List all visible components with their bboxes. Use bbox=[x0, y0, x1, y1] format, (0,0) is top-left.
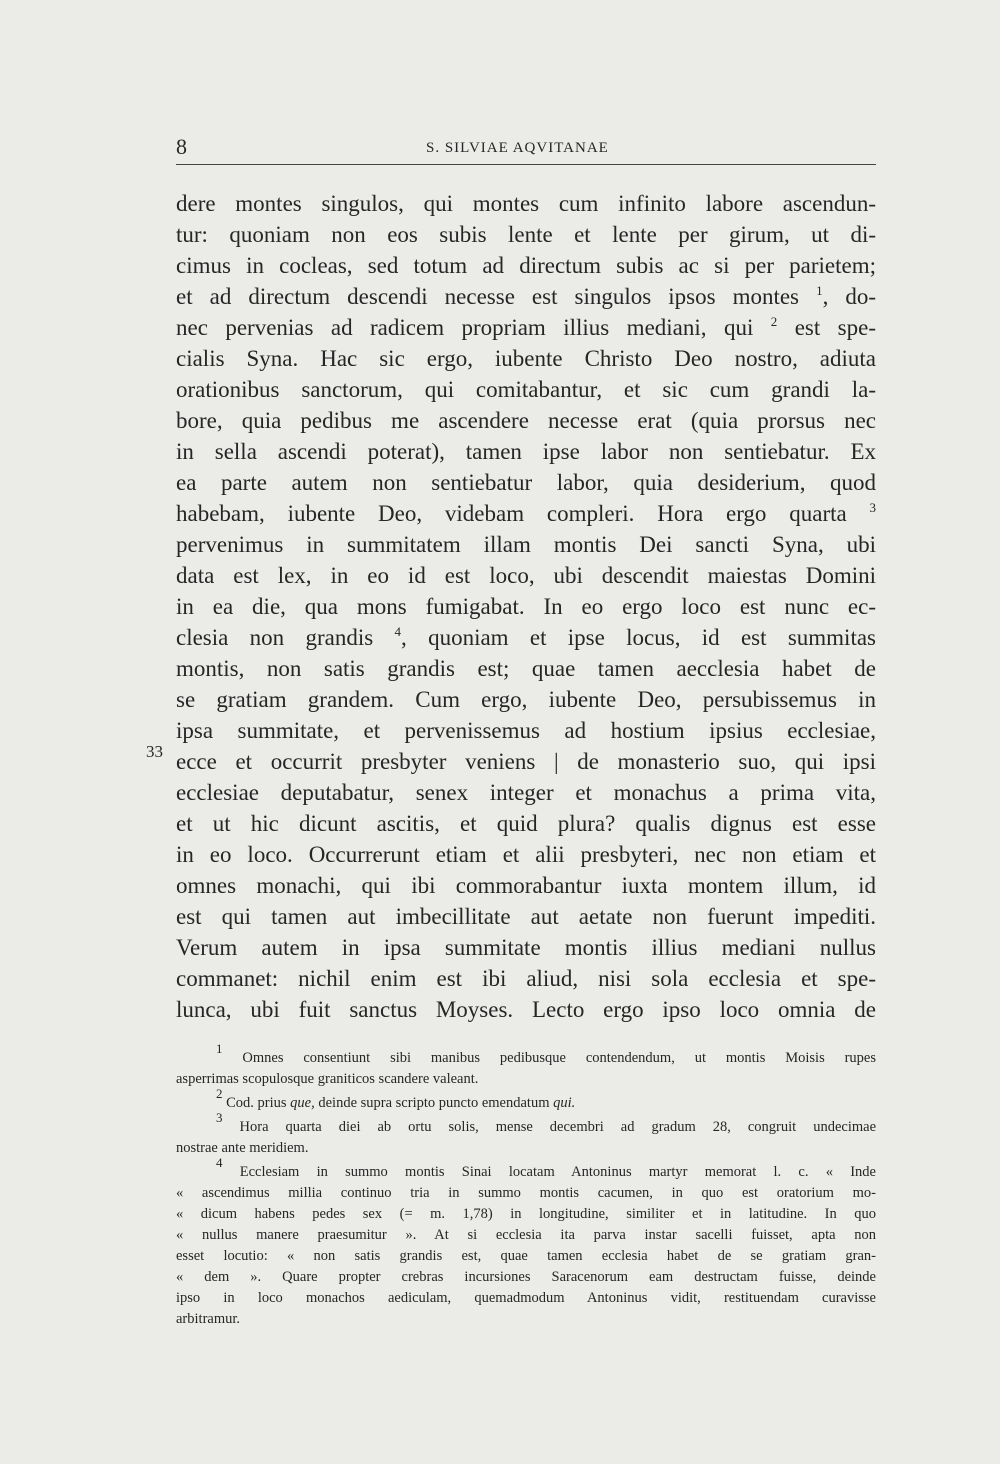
running-title: S. SILVIAE AQVITANAE bbox=[426, 140, 609, 156]
text-line: ipsa summitate, et pervenissemus ad hostium ipsius ecclesiae, bbox=[176, 718, 876, 743]
footnote-line: « dem ». Quare propter crebras incursiones Saracenorum eam destructam fuisse, deinde bbox=[176, 1269, 876, 1285]
footnote-ref: 4 bbox=[394, 624, 402, 639]
text-line: cimus in cocleas, sed totum ad directum subis ac si per parietem; bbox=[176, 253, 876, 278]
text-line: ecclesiae deputabatur, senex integer et monachus a prima vita, bbox=[176, 780, 876, 805]
text-line: ea parte autem non sentiebatur labor, quia desiderium, quod bbox=[176, 470, 876, 495]
text-line: est qui tamen aut imbecillitate aut aetate non fuerunt impediti. bbox=[176, 904, 876, 929]
text-line: omnes monachi, qui ibi commorabantur iuxta montem illum, id bbox=[176, 873, 876, 898]
text-line: in ea die, qua mons fumigabat. In eo ergo loco est nunc ec- bbox=[176, 594, 876, 619]
margin-page-reference: 33 bbox=[146, 742, 163, 761]
text-line bbox=[176, 312, 876, 343]
footnote-2 bbox=[176, 1086, 876, 1114]
text-line: bore, quia pedibus me ascendere necesse erat (quia prorsus nec bbox=[176, 408, 876, 433]
footnote-ref: 3 bbox=[869, 500, 876, 515]
text-segment: , do- bbox=[822, 284, 877, 309]
footnote-4 bbox=[176, 1155, 876, 1183]
text-line: in eo loco. Occurrerunt etiam et alii presbyteri, nec non etiam et bbox=[176, 842, 876, 867]
text-line: in sella ascendi poterat), tamen ipse labor non sentiebatur. Ex bbox=[176, 439, 876, 464]
main-text bbox=[176, 188, 876, 1025]
footnotes bbox=[176, 1041, 877, 1330]
text-segment: , quoniam et ipse locus, id est summitas bbox=[401, 625, 876, 650]
footnote-italic: que, bbox=[290, 1095, 315, 1111]
footnote-italic: qui. bbox=[553, 1095, 576, 1111]
text-line bbox=[176, 622, 876, 653]
footnote-mark: 4 bbox=[216, 1155, 223, 1170]
text-line: et ut hic dicunt ascitis, et quid plura? qualis dignus est esse bbox=[176, 811, 876, 836]
footnote-line: « ascendimus millia continuo tria in summo montis cacumen, in quo est oratorium mo- bbox=[176, 1185, 876, 1201]
text-segment: clesia non grandis bbox=[176, 625, 374, 650]
text-line: ecce et occurrit presbyter veniens | de monasterio suo, qui ipsi bbox=[176, 749, 876, 774]
text-line: se gratiam grandem. Cum ergo, iubente Deo, persubissemus in bbox=[176, 687, 876, 712]
text-segment: et ad directum descendi necesse est singulos ipsos montes bbox=[176, 284, 800, 309]
footnote-line: nostrae ante meridiem. bbox=[176, 1140, 309, 1156]
footnote-line: arbitramur. bbox=[176, 1311, 241, 1327]
text-segment: est spe- bbox=[777, 315, 876, 340]
footnote-line: « dicum habens pedes sex (= m. 1,78) in longitudine, similiter et in latitudine. In quo bbox=[176, 1206, 876, 1222]
page-number: 8 bbox=[176, 134, 187, 159]
footnote-text: Cod. prius bbox=[226, 1095, 287, 1111]
footnote-3 bbox=[176, 1110, 877, 1138]
text-line: cialis Syna. Hac sic ergo, iubente Christo Deo nostro, adiuta bbox=[176, 346, 876, 371]
text-segment: nec pervenias ad radicem propriam illius mediani, qui bbox=[176, 315, 754, 340]
footnote-mark: 3 bbox=[216, 1110, 223, 1125]
text-line: Verum autem in ipsa summitate montis illius mediani nullus bbox=[176, 935, 876, 960]
footnote-1 bbox=[176, 1041, 877, 1069]
footnote-mark: 1 bbox=[216, 1041, 223, 1056]
footnote-line: « nullus manere praesumitur ». At si ecclesia ita parva instar sacelli fuisset, apta non bbox=[176, 1227, 876, 1243]
text-line: commanet: nichil enim est ibi aliud, nisi sola ecclesia et spe- bbox=[176, 966, 876, 991]
footnote-ref: 2 bbox=[770, 314, 778, 329]
text-line: dere montes singulos, qui montes cum infinito labore ascendun- bbox=[176, 191, 876, 216]
text-line: lunca, ubi fuit sanctus Moyses. Lecto ergo ipso loco omnia de bbox=[176, 997, 876, 1022]
footnote-line: asperrimas scopulosque graniticos scandere valeant. bbox=[176, 1071, 479, 1087]
footnote-line: esset locutio: « non satis grandis est, quae tamen ecclesia habet de se gratiam gran- bbox=[176, 1248, 876, 1264]
text-line bbox=[176, 498, 876, 529]
page-header bbox=[176, 130, 876, 165]
text-line: pervenimus in summitatem illam montis Dei sancti Syna, ubi bbox=[176, 532, 876, 557]
footnote-text: Omnes consentiunt sibi manibus pedibusque contendendum, ut montis Moisis rupes bbox=[242, 1050, 877, 1066]
footnote-ref: 1 bbox=[816, 283, 823, 298]
text-line: tur: quoniam non eos subis lente et lente per girum, ut di- bbox=[176, 222, 876, 247]
footnote-text: Hora quarta diei ab ortu solis, mense decembri ad gradum 28, congruit undecimae bbox=[239, 1119, 877, 1135]
footnote-mark: 2 bbox=[216, 1086, 223, 1101]
text-line: data est lex, in eo id est loco, ubi descendit maiestas Domini bbox=[176, 563, 876, 588]
text-line: orationibus sanctorum, qui comitabantur, et sic cum grandi la- bbox=[176, 377, 876, 402]
text-segment: habebam, iubente Deo, videbam compleri. Hora ergo quarta bbox=[176, 501, 847, 526]
footnote-text: deinde supra scripto puncto emendatum bbox=[318, 1095, 550, 1111]
text-line bbox=[176, 281, 876, 312]
text-line: montis, non satis grandis est; quae tamen aecclesia habet de bbox=[176, 656, 876, 681]
footnote-text: Ecclesiam in summo montis Sinai locatam Antoninus martyr memorat l. c. « Inde bbox=[239, 1164, 876, 1180]
footnote-line: ipso in loco monachos aediculam, quemadmodum Antoninus vidit, restituendam curavisse bbox=[176, 1290, 876, 1306]
